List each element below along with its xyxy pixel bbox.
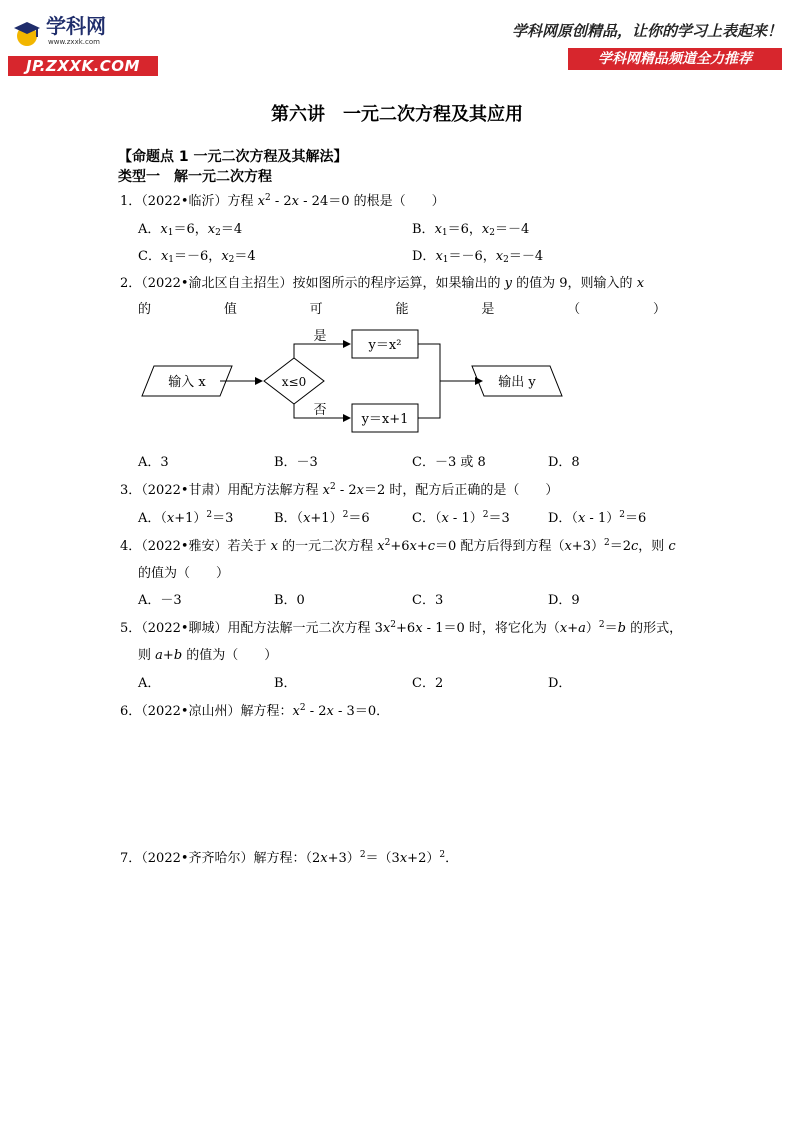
logo-band: JP.ZXXK.COM bbox=[8, 56, 158, 76]
question-2-line2 bbox=[138, 298, 666, 317]
flow-connector bbox=[418, 344, 440, 418]
graduation-cap-icon bbox=[12, 12, 42, 54]
section-heading: 【命题点 1 一元二次方程及其解法】 bbox=[118, 149, 348, 165]
q2-option-b: B．－3 bbox=[274, 455, 318, 470]
flow-box-no-label: y＝x+1 bbox=[361, 412, 409, 427]
flow-input-label: 输入 x bbox=[168, 375, 206, 390]
flowchart bbox=[140, 324, 570, 439]
flow-output-label: 输出 y bbox=[498, 375, 536, 390]
question-5-line2: 则 a+b 的值为（ ） bbox=[138, 648, 278, 663]
q5-option-a: A． bbox=[138, 676, 161, 691]
q2-option-d: D．8 bbox=[548, 455, 580, 470]
question-2: 2．（2022•渝北区自主招生）按如图所示的程序运算，如果输出的 y 的值为 9，则输入的 x bbox=[120, 276, 645, 291]
q3-option-d: D．（x - 1）$^2$＝6 bbox=[548, 510, 647, 526]
q4-option-b: B．0 bbox=[274, 593, 305, 608]
q4-option-d: D．9 bbox=[548, 593, 580, 608]
logo bbox=[8, 8, 158, 74]
q2-word: 能 bbox=[395, 302, 409, 317]
q2-word: 值 bbox=[223, 302, 237, 317]
flow-yes-label: 是 bbox=[313, 329, 327, 344]
q2-word: ） bbox=[652, 302, 666, 317]
question-3: 3．（2022•甘肃）用配方法解方程 $x^2 - 2x=2$ 时，配方后正确的是（ ） bbox=[120, 482, 559, 498]
flow-arrow bbox=[294, 344, 350, 358]
q2-word: （ bbox=[567, 302, 581, 317]
q5-option-c: C．2 bbox=[412, 676, 444, 691]
logo-url: www.zxxk.com bbox=[48, 38, 100, 46]
type-heading: 类型一 解一元二次方程 bbox=[118, 169, 272, 185]
question-4: 4．（2022•雅安）若关于 x 的一元二次方程 $x^2+6x+c=0$ 配方后得到方程$(x+3)^2=2c$，则 c bbox=[120, 538, 676, 554]
page-title: 第六讲 一元二次方程及其应用 bbox=[271, 104, 523, 125]
q4-option-c: C．3 bbox=[412, 593, 444, 608]
q1-option-c: C．$x_1=-6$，$x_2=4$ bbox=[138, 249, 256, 265]
q1-option-a: A．$x_1=6$，$x_2=4$ bbox=[138, 222, 243, 238]
q3-option-c: C．（x - 1）$^2$＝3 bbox=[412, 510, 510, 526]
question-5: 5．（2022•聊城）用配方法解一元二次方程 $3x^2+6x - 1=0$ 时，将它化为$(x+a)^2=b$ 的形式， bbox=[120, 620, 683, 636]
logo-text: 学科网 bbox=[46, 14, 106, 38]
question-1: 1．（2022•临沂）方程 $x^2 - 2x - 24=0$ 的根是（ ） bbox=[120, 193, 445, 209]
q3-option-b: B．$(x+1)^2=6$ bbox=[274, 510, 370, 526]
question-4-line2: 的值为（ ） bbox=[138, 566, 230, 581]
q3-option-a: A．$(x+1)^2=3$ bbox=[138, 510, 234, 526]
recommend-banner: 学科网精品频道全力推荐 bbox=[568, 48, 782, 70]
q5-option-b: B． bbox=[274, 676, 297, 691]
q2-option-c: C．－3 或 8 bbox=[412, 455, 486, 470]
q4-option-a: A．－3 bbox=[138, 593, 182, 608]
q1-option-b: B．$x_1=6$，$x_2=-4$ bbox=[412, 222, 530, 238]
flow-box-yes-label: y＝x² bbox=[368, 338, 402, 353]
q2-word: 的 bbox=[138, 302, 152, 317]
q2-word: 是 bbox=[481, 302, 495, 317]
q2-word: 可 bbox=[309, 302, 323, 317]
header-slogan: 学科网原创精品，让你的学习上表起来！ bbox=[511, 22, 782, 40]
question-7: 7．（2022•齐齐哈尔）解方程：$(2x+3)^2=(3x+2)^2$． bbox=[120, 850, 459, 866]
flow-no-label: 否 bbox=[313, 403, 327, 418]
question-6: 6．（2022•凉山州）解方程：$x^2 - 2x - 3=0$． bbox=[120, 703, 390, 719]
q2-option-a: A．3 bbox=[138, 455, 169, 470]
flow-condition-label: x≤0 bbox=[281, 375, 307, 389]
q1-option-d: D．$x_1=-6$，$x_2=-4$ bbox=[412, 249, 544, 265]
q5-option-d: D． bbox=[548, 676, 572, 691]
